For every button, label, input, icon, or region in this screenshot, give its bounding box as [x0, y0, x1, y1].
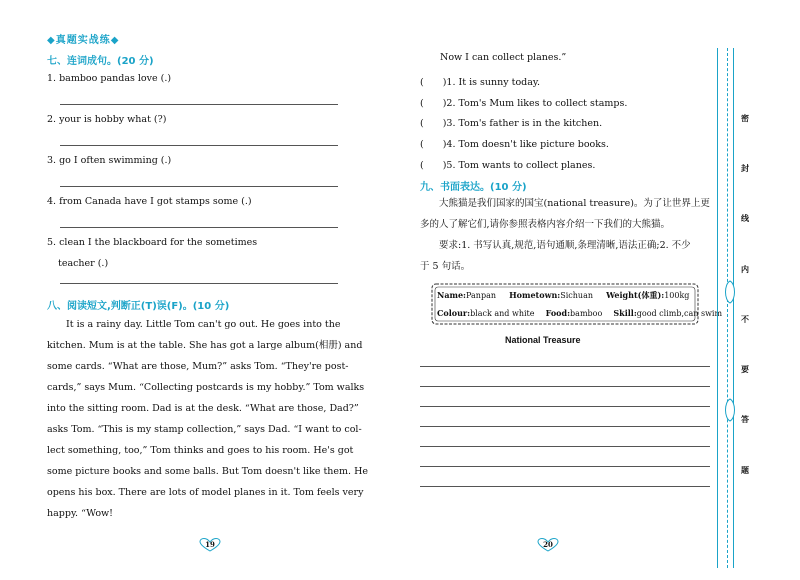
passage-line: some cards. “What are those, Mum?” asks Tom. “They're post- — [47, 361, 349, 372]
margin-char: 不 — [741, 315, 749, 324]
passage-line: kitchen. Mum is at the table. She has got a large album(相册) and — [47, 340, 363, 351]
passage-line: happy. “Wow! — [47, 508, 113, 519]
judgement-1: ( )1. It is sunny today. — [420, 77, 541, 88]
margin-char: 题 — [741, 466, 749, 475]
info-row-1: Name:Panpan Hometown:Sichuan Weight(体重):100kg — [437, 290, 690, 300]
writing-line[interactable] — [420, 366, 710, 367]
judgement-5: ( )5. Tom wants to collect planes. — [420, 160, 596, 171]
answer-line[interactable] — [60, 186, 338, 187]
writing-instructions — [420, 193, 712, 277]
q7-item-3: 3. go I often swimming (.) — [47, 155, 172, 166]
q7-item-4: 4. from Canada have I got stamps some (.) — [47, 196, 252, 207]
section-header-banner: ◆真题实战练◆ — [47, 35, 120, 46]
q7-item-5-cont: teacher (.) — [58, 258, 109, 269]
essay-title: National Treasure — [505, 335, 581, 345]
q7-item-2: 2. your is hobby what (?) — [47, 114, 167, 125]
info-table — [430, 282, 723, 326]
passage-end: Now I can collect planes.” — [440, 52, 567, 63]
page-number: 20 — [537, 538, 559, 552]
reading-passage — [47, 314, 368, 524]
answer-line[interactable] — [60, 145, 338, 146]
right-page — [400, 0, 800, 580]
section9-title: 九、书面表达。(10 分) — [420, 182, 527, 193]
writing-line[interactable] — [420, 486, 710, 487]
margin-char: 答 — [741, 415, 749, 424]
margin-rule — [717, 48, 718, 568]
passage-line: into the sitting room. Dad is at the desk. “What are those, Dad?” — [47, 403, 359, 414]
passage-line: asks Tom. “This is my stamp collection,” says Dad. “I want to col- — [47, 424, 362, 435]
passage-line: cards,” says Mum. “Collecting postcards is my hobby.” Tom walks — [47, 382, 365, 393]
writing-line[interactable] — [420, 386, 710, 387]
judgement-4: ( )4. Tom doesn't like picture books. — [420, 139, 609, 150]
instruction-line: 大熊猫是我们国家的国宝(national treasure)。为了让世界上更 — [439, 198, 710, 209]
seal-notch-icon — [722, 280, 738, 304]
page-number: 19 — [199, 538, 221, 552]
margin-char: 要 — [741, 365, 749, 374]
writing-line[interactable] — [420, 466, 710, 467]
margin-rule — [733, 48, 734, 568]
passage-line: lect something, too,” Tom thinks and goes to his room. He's got — [47, 445, 354, 456]
section7-title: 七、连词成句。(20 分) — [47, 56, 154, 67]
seal-notch-icon — [722, 398, 738, 422]
section8-title: 八、阅读短文,判断正(T)误(F)。(10 分) — [47, 301, 230, 312]
judgement-3: ( )3. Tom's father is in the kitchen. — [420, 118, 603, 129]
writing-line[interactable] — [420, 426, 710, 427]
info-row-2: Colour:black and white Food:bamboo Skill:good climb,can swim — [437, 308, 723, 318]
q7-item-5: 5. clean I the blackboard for the sometimes — [47, 237, 258, 248]
margin-char: 密 — [741, 114, 749, 123]
q7-item-1: 1. bamboo pandas love (.) — [47, 73, 172, 84]
passage-line: It is a rainy day. Little Tom can't go out. He goes into the — [66, 319, 341, 330]
margin-char: 内 — [741, 265, 749, 274]
answer-line[interactable] — [60, 283, 338, 284]
instruction-line: 要求:1. 书写认真,规范,语句通顺,条理清晰,语法正确;2. 不少 — [439, 240, 691, 251]
scalloped-border — [430, 282, 700, 326]
instruction-line: 多的人了解它们,请你参照表格内容介绍一下我们的大熊猫。 — [420, 219, 671, 230]
instruction-line: 于 5 句话。 — [420, 261, 471, 272]
margin-char: 线 — [741, 214, 749, 223]
writing-line[interactable] — [420, 406, 710, 407]
answer-line[interactable] — [60, 104, 338, 105]
passage-line: some picture books and some balls. But Tom doesn't like them. He — [47, 466, 368, 477]
seal-dashed-line — [727, 48, 728, 568]
answer-line[interactable] — [60, 227, 338, 228]
writing-line[interactable] — [420, 446, 710, 447]
passage-line: opens his box. There are lots of model planes in it. Tom feels very — [47, 487, 364, 498]
margin-char: 封 — [741, 164, 749, 173]
judgement-2: ( )2. Tom's Mum likes to collect stamps. — [420, 98, 628, 109]
